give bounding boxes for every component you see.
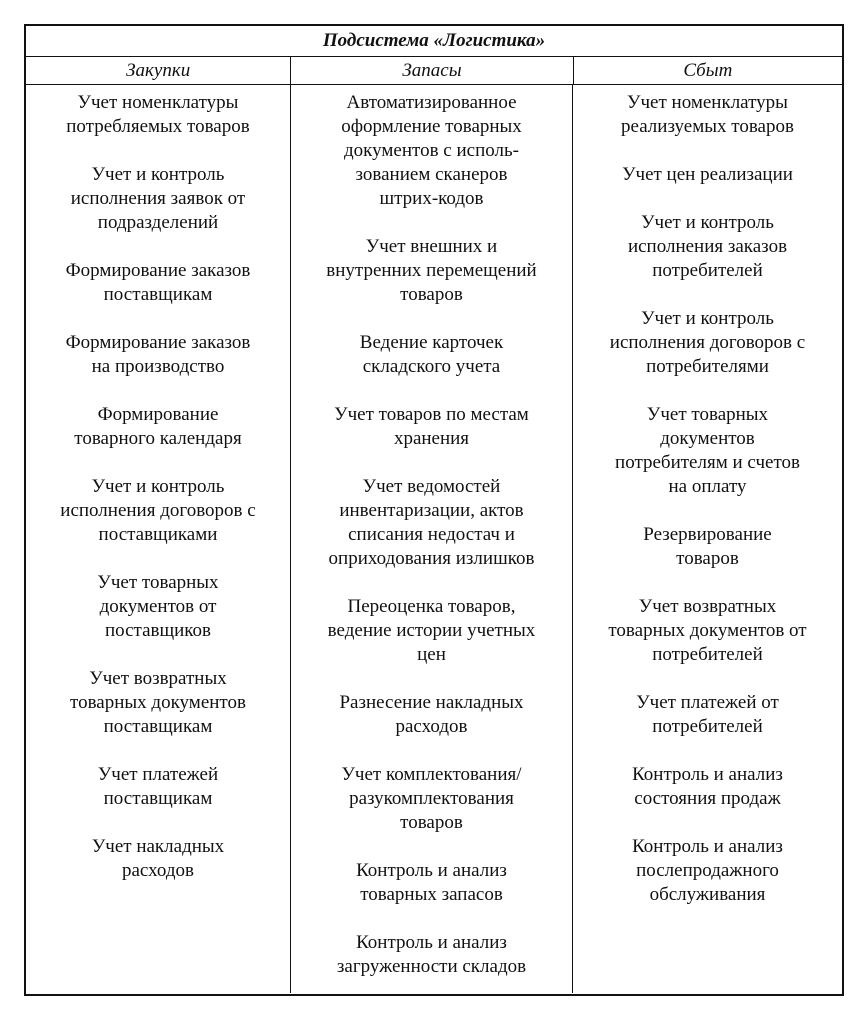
list-item: Ведение карточек складского учета	[359, 332, 504, 377]
list-item: Учет накладных расходов	[91, 836, 225, 881]
list-item: Учет товаров по местам хранения	[334, 404, 529, 449]
list-item: Резервирование товаров	[643, 524, 772, 569]
column-header-inventory: Запасы	[291, 57, 573, 84]
list-item: Учет платежей поставщикам	[97, 764, 219, 809]
columns-body	[26, 85, 842, 993]
list-item: Переоценка товаров, ведение истории учетных цен	[327, 596, 536, 665]
list-item: Контроль и анализ состояния продаж	[632, 764, 783, 809]
list-item: Учет и контроль исполнения заявок от подразделений	[70, 164, 246, 233]
list-item: Учет платежей от потребителей	[636, 692, 779, 737]
column-header-sales: Сбыт	[683, 60, 733, 81]
column-headers	[26, 57, 842, 85]
list-item: Контроль и анализ послепродажного обслуживания	[632, 836, 783, 905]
list-item: Учет и контроль исполнения договоров с потребителями	[609, 308, 806, 377]
list-item: Учет номенклатуры потребляемых товаров	[66, 92, 250, 137]
list-item: Учет номенклатуры реализуемых товаров	[621, 92, 794, 137]
list-item: Учет внешних и внутренних перемещений товаров	[326, 236, 537, 305]
logistics-table	[24, 24, 844, 996]
list-item: Учет возвратных товарных документов поставщикам	[70, 668, 246, 737]
list-item: Учет и контроль исполнения заказов потребителей	[627, 212, 788, 281]
list-item: Формирование заказов на производство	[65, 332, 251, 377]
list-item: Формирование товарного календаря	[74, 404, 242, 449]
list-item: Учет товарных документов от поставщиков	[97, 572, 219, 641]
list-item: Учет комплектования/ разукомплектования товаров	[341, 764, 522, 833]
column-inventory	[291, 85, 573, 993]
list-item: Автоматизированное оформление товарных документов с исполь- зованием сканеров штрих-кодов	[341, 92, 522, 209]
list-item: Разнесение накладных расходов	[339, 692, 524, 737]
list-item: Учет ведомостей инвентаризации, актов списания недостач и оприходования излишков	[328, 476, 535, 569]
column-purchases	[26, 85, 291, 993]
column-header-purchases: Закупки	[26, 57, 291, 84]
table-title: Подсистема «Логистика»	[26, 26, 842, 57]
list-item: Учет цен реализации	[622, 164, 793, 185]
list-item: Контроль и анализ товарных запасов	[356, 860, 507, 905]
list-item: Учет возвратных товарных документов от потребителей	[608, 596, 807, 665]
list-item: Учет и контроль исполнения договоров с поставщиками	[60, 476, 256, 545]
list-item: Учет товарных документов потребителям и счетов на оплату	[615, 404, 800, 497]
column-sales	[573, 85, 842, 993]
list-item: Контроль и анализ загруженности складов	[336, 932, 527, 977]
list-item: Формирование заказов поставщикам	[65, 260, 251, 305]
